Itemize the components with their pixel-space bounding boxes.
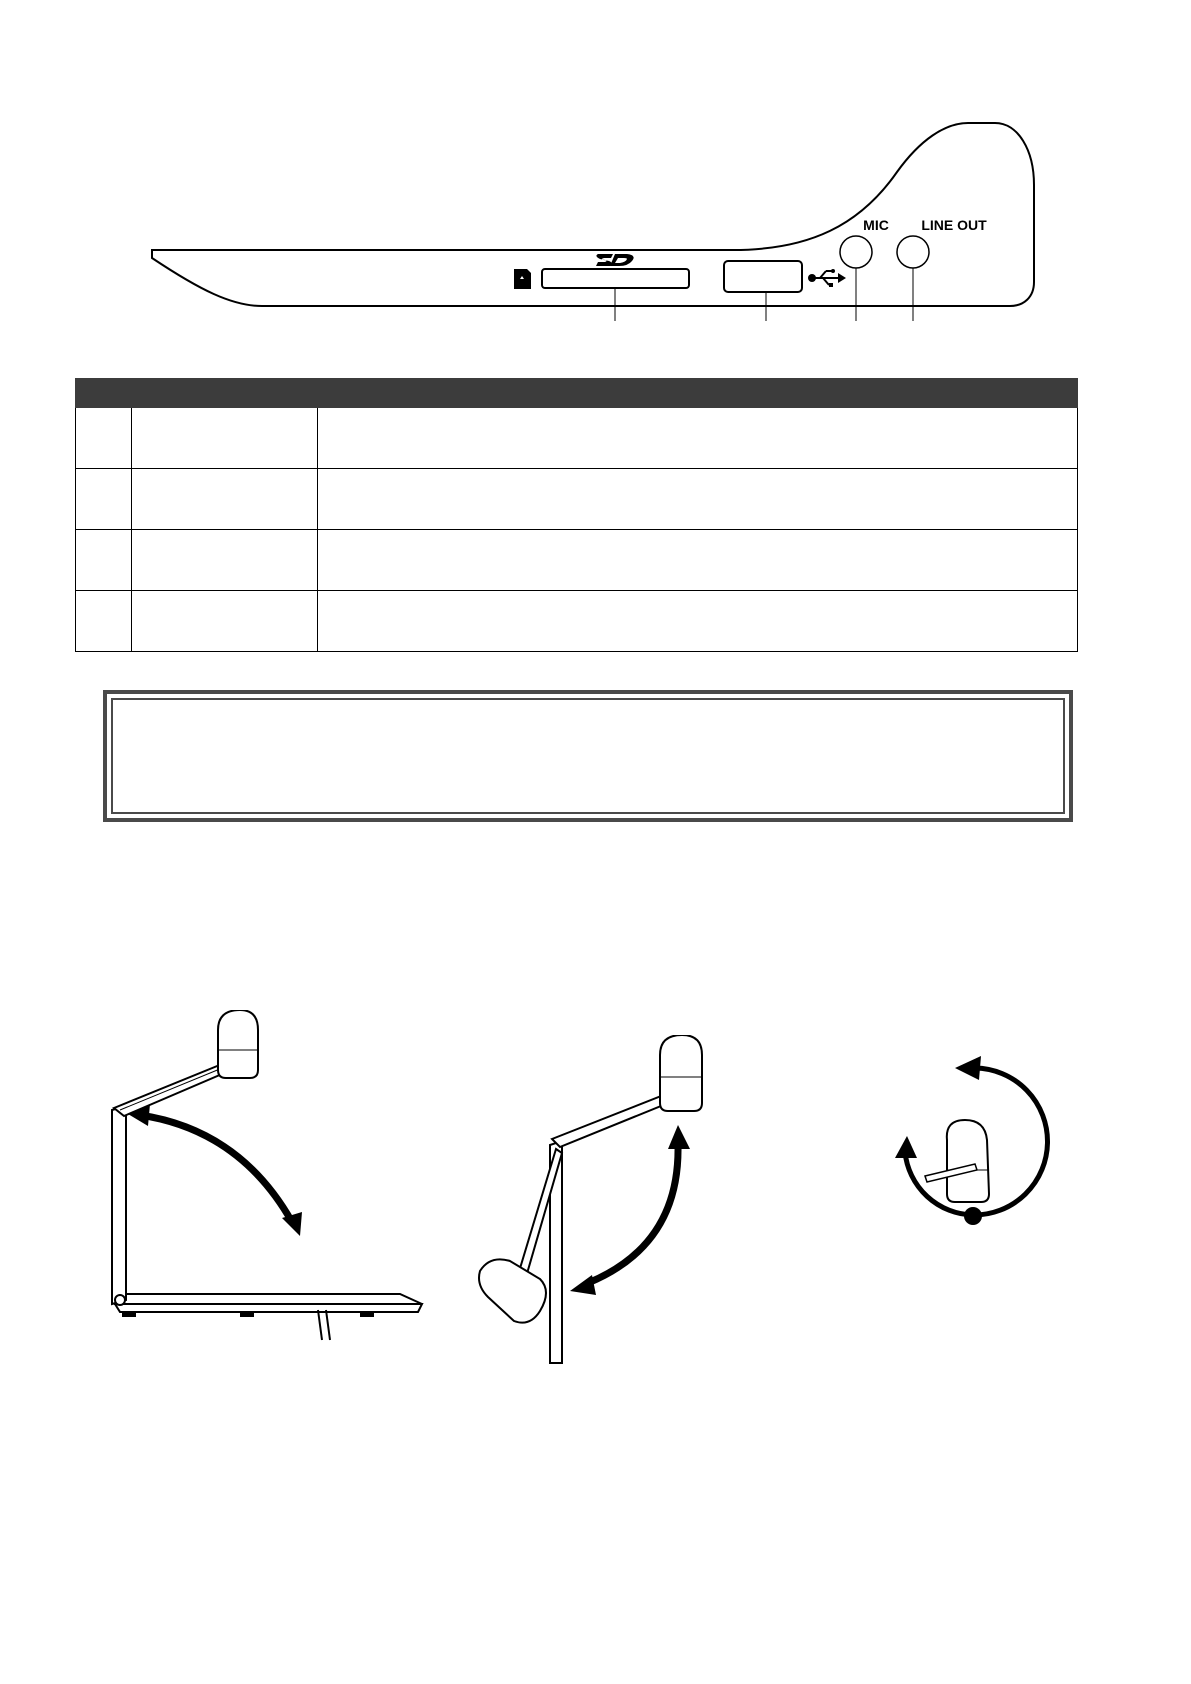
cell-description bbox=[318, 408, 1078, 469]
callout-lines bbox=[615, 268, 913, 321]
table-row bbox=[76, 469, 1078, 530]
cell-description bbox=[318, 591, 1078, 652]
header-number bbox=[76, 379, 132, 408]
cell-description bbox=[318, 530, 1078, 591]
cell-number bbox=[76, 469, 132, 530]
table-row bbox=[76, 591, 1078, 652]
usb-icon bbox=[808, 269, 846, 287]
port-panel-diagram bbox=[0, 0, 1191, 340]
panel-outline bbox=[152, 123, 1034, 306]
cell-name bbox=[132, 469, 318, 530]
usb-port[interactable] bbox=[724, 261, 802, 292]
line-out-label: LINE OUT bbox=[921, 217, 987, 233]
header-description bbox=[318, 379, 1078, 408]
cell-number bbox=[76, 530, 132, 591]
cell-number bbox=[76, 408, 132, 469]
camera-head-rotate-illustration bbox=[885, 1020, 1085, 1230]
note-box bbox=[103, 690, 1073, 822]
camera-arm-fold-illustration bbox=[100, 1010, 440, 1350]
sd-card-slot[interactable] bbox=[542, 269, 689, 288]
sd-logo bbox=[596, 254, 634, 266]
line-out-jack[interactable] bbox=[897, 236, 929, 268]
mic-jack[interactable] bbox=[840, 236, 872, 268]
table-row bbox=[76, 408, 1078, 469]
note-box-inner bbox=[111, 698, 1065, 814]
camera-head-tilt-illustration bbox=[470, 1035, 740, 1365]
table-header-row bbox=[76, 379, 1078, 408]
cell-name bbox=[132, 530, 318, 591]
connector-description-table bbox=[75, 378, 1078, 652]
header-name bbox=[132, 379, 318, 408]
cell-number bbox=[76, 591, 132, 652]
cell-name bbox=[132, 408, 318, 469]
table-row bbox=[76, 530, 1078, 591]
cell-description bbox=[318, 469, 1078, 530]
cell-name bbox=[132, 591, 318, 652]
mic-label: MIC bbox=[863, 217, 889, 233]
